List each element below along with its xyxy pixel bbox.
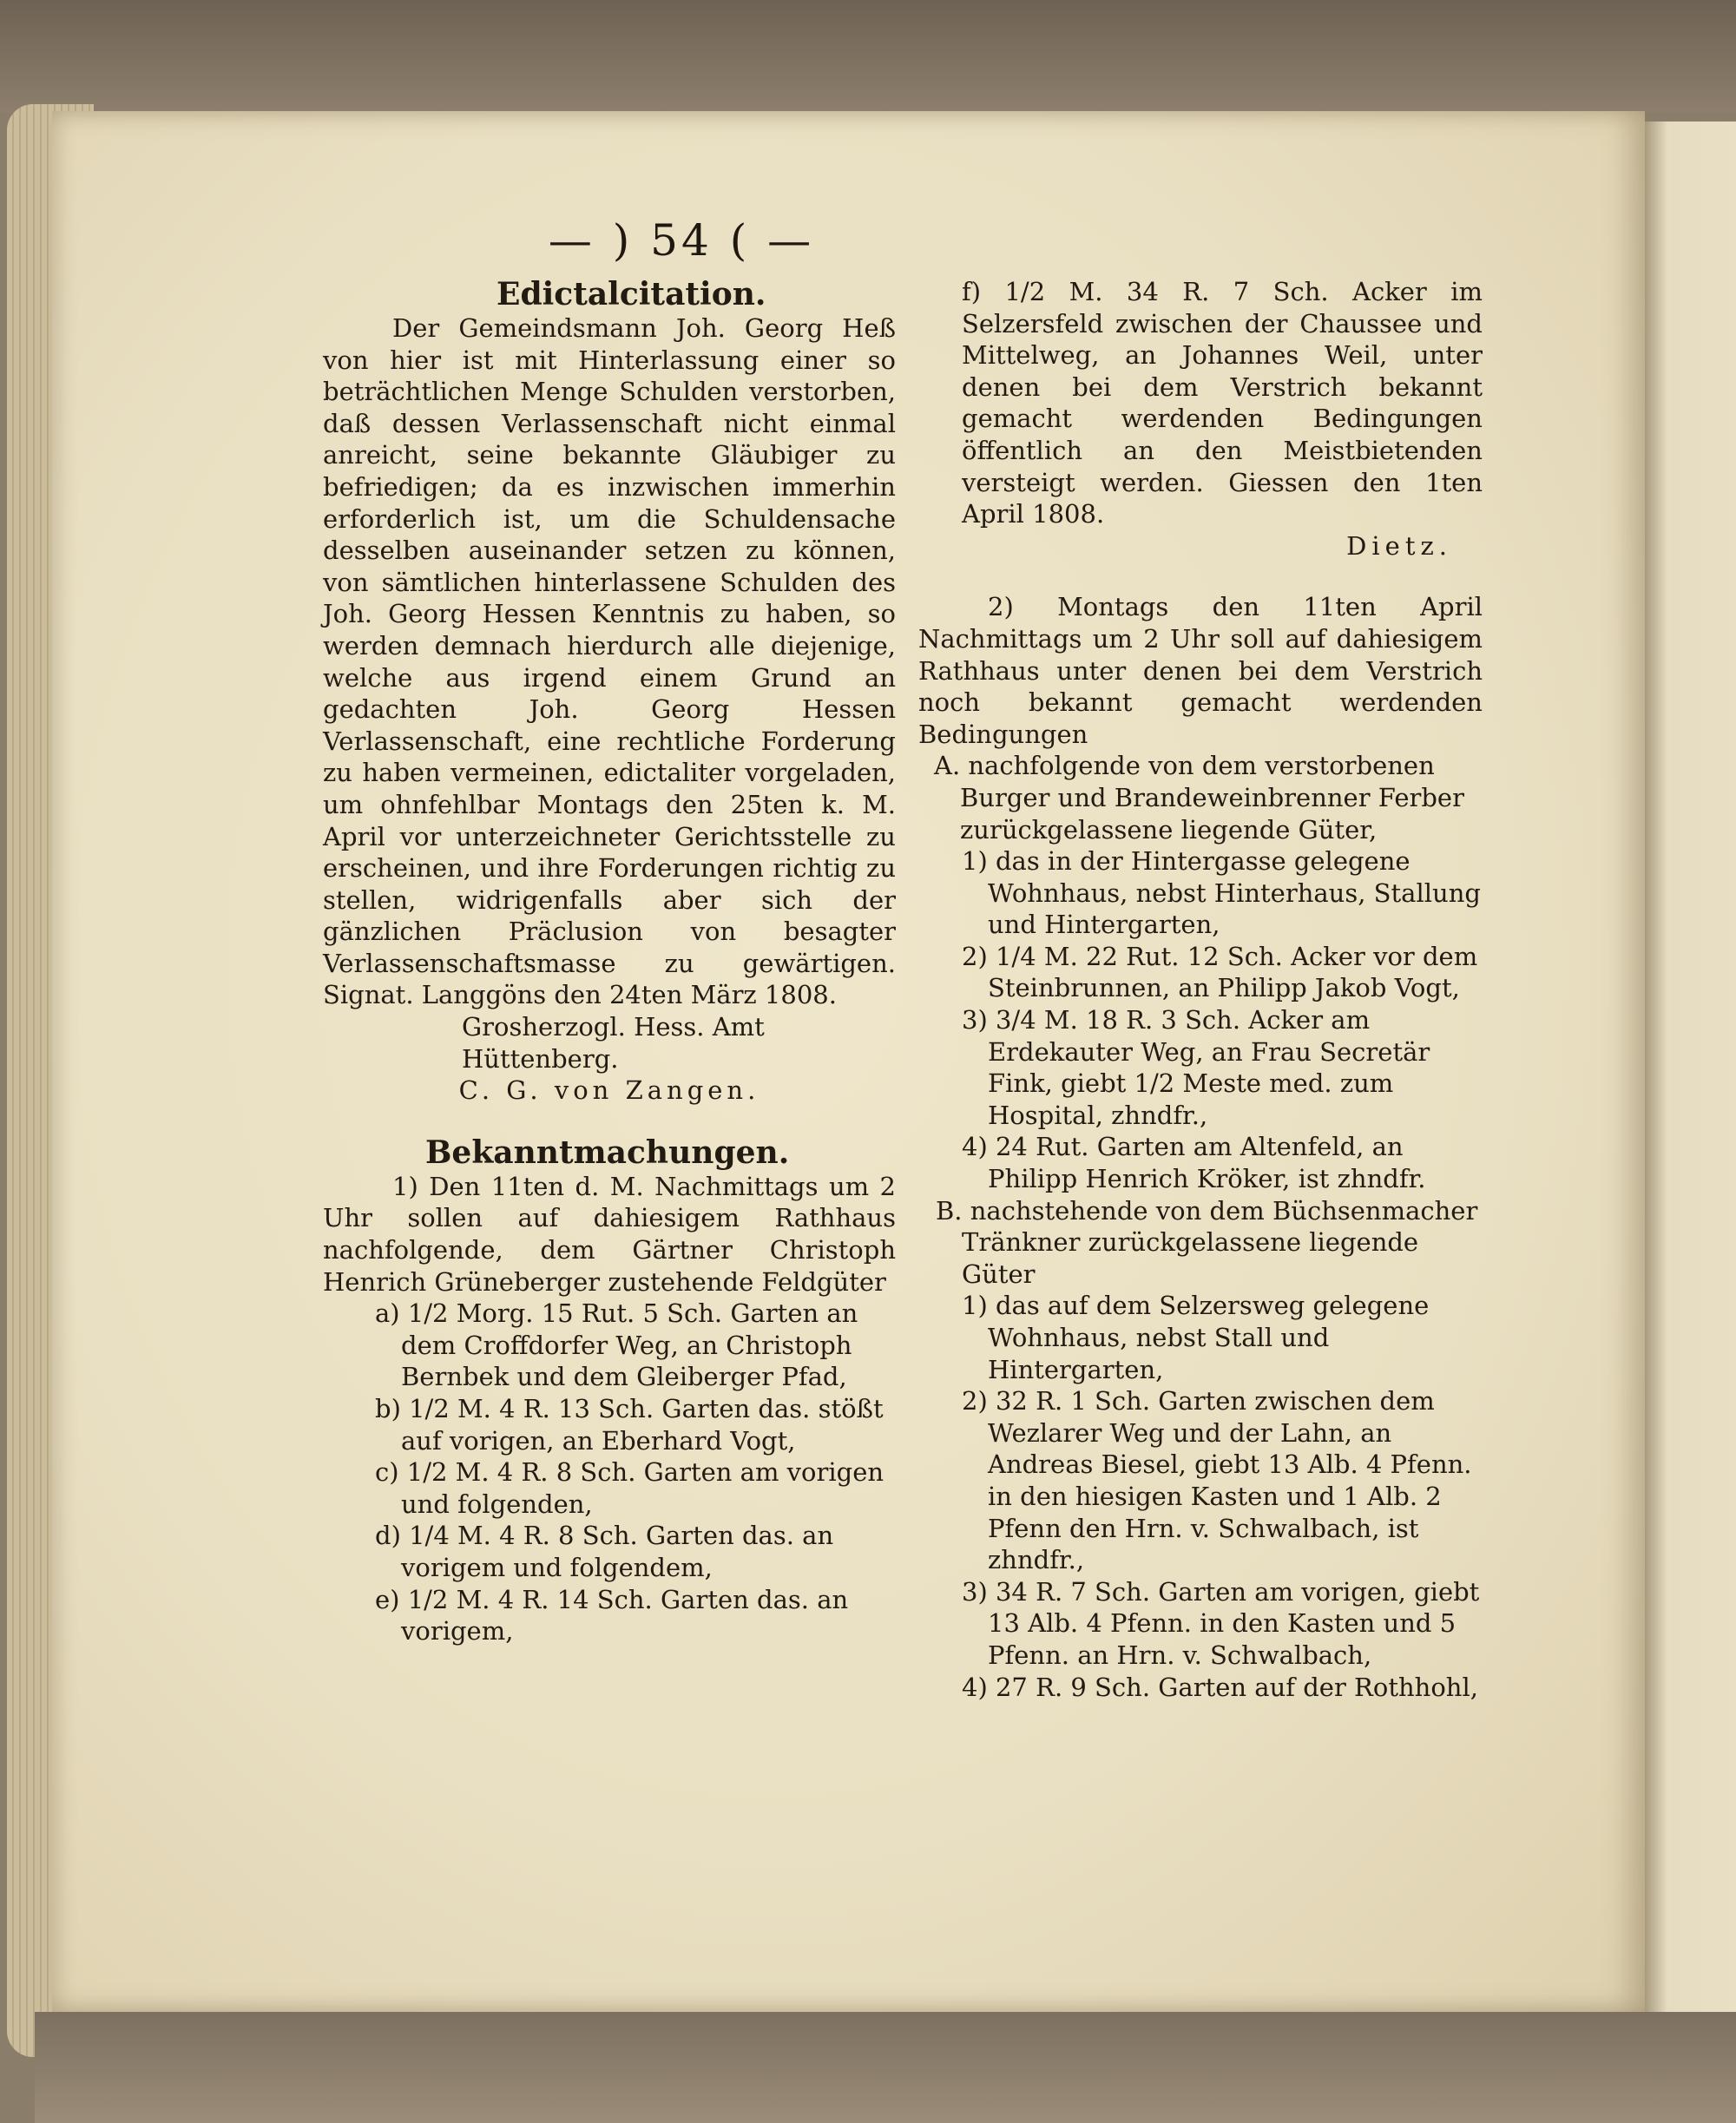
left-column — [323, 276, 896, 1647]
list-item: 1) das in der Hintergasse gelegene Wohnhaus, nebst Hinterhaus, Stallung und Hintergarten, — [962, 846, 1481, 940]
announcement-1-intro: 1) Den 11ten d. M. Nachmittags um 2 Uhr sollen auf dahiesigem Rathhaus nachfolgende, dem Gärtner Christoph Henrich Grüneberger zustehende Feldgüter — [323, 1171, 896, 1297]
list-item: 2) 32 R. 1 Sch. Garten zwischen dem Wezlarer Weg und der Lahn, an Andreas Biesel, giebt 13 Alb. 4 Pfenn. in den hiesigen Kasten und 1 Alb. 2 Pfenn den Hrn. v. Schwalbach, ist zhndfr., — [962, 1386, 1472, 1575]
list-item: e) 1/2 M. 4 R. 14 Sch. Garten das. an vorigem, — [375, 1584, 849, 1646]
list-item: 3) 3/4 M. 18 R. 3 Sch. Acker am Erdekauter Weg, an Frau Secretär Fink, giebt 1/2 Meste med. zum Hospital, zhndfr., — [962, 1005, 1430, 1130]
edict-heading: Edictalcitation. — [496, 276, 766, 312]
page-number: — ) 54 ( — — [548, 215, 815, 266]
edict-signature: C. G. von Zangen. — [458, 1075, 760, 1106]
list-item: a) 1/2 Morg. 15 Rut. 5 Sch. Garten an dem Croffdorfer Weg, an Christoph Bernbek und dem Gleiberger Pfad, — [375, 1298, 858, 1392]
section-a: A. nachfolgende von dem verstorbenen Burger und Brandeweinbrenner Ferber zurückgelassene liegende Güter, — [934, 751, 1464, 845]
dietz-signature: Dietz. — [1346, 530, 1452, 561]
book-cover-top — [0, 0, 1736, 113]
list-item: 3) 34 R. 7 Sch. Garten am vorigen, giebt 13 Alb. 4 Pfenn. in den Kasten und 5 Pfenn. an Hrn. v. Schwalbach, — [962, 1576, 1480, 1670]
book-cover-bottom — [35, 2012, 1736, 2123]
list-item: 4) 24 Rut. Garten am Altenfeld, an Philipp Henrich Kröker, ist zhndfr. — [962, 1132, 1426, 1194]
list-item: 2) 1/4 M. 22 Rut. 12 Sch. Acker vor dem Steinbrunnen, an Philipp Jakob Vogt, — [962, 941, 1478, 1003]
list-item: 1) das auf dem Selzersweg gelegene Wohnhaus, nebst Stall und Hintergarten, — [962, 1291, 1430, 1384]
list-item: c) 1/2 M. 4 R. 8 Sch. Garten am vorigen und folgenden, — [375, 1457, 884, 1519]
continuation-item-f: f) 1/2 M. 34 R. 7 Sch. Acker im Selzersfeld zwischen der Chaussee und Mittelweg, an Johannes Weil, unter denen bei dem Verstrich bekannt gemacht werdenden Bedingungen öffentlich an den Meistbietenden versteigt werden. Giessen den 1ten April 1808. — [962, 277, 1483, 529]
announcements-heading: Bekanntmachungen. — [425, 1134, 790, 1171]
right-column — [918, 276, 1483, 1703]
page-header — [0, 215, 1736, 266]
list-item: 4) 27 R. 9 Sch. Garten auf der Rothhohl, — [962, 1672, 1478, 1702]
edict-office: Grosherzogl. Hess. Amt Hüttenberg. — [462, 1012, 765, 1074]
announcement-2-intro: 2) Montags den 11ten April Nachmittags um 2 Uhr soll auf dahiesigem Rathhaus unter denen bei dem Verstrich noch bekannt gemacht werdenden Bedingungen — [918, 592, 1483, 749]
list-item: d) 1/4 M. 4 R. 8 Sch. Garten das. an vorigem und folgendem, — [375, 1521, 834, 1582]
facing-page-edge — [1645, 122, 1736, 2014]
list-item: b) 1/2 M. 4 R. 13 Sch. Garten das. stößt auf vorigen, an Eberhard Vogt, — [375, 1394, 884, 1456]
edict-body: Der Gemeindsmann Joh. Georg Heß von hier ist mit Hinterlassung einer so beträchtlichen Menge Schulden verstorben, daß dessen Verlassenschaft nicht einmal anreicht, seine bekannte Gläubiger zu befriedigen; da es inzwischen immerhin erforderlich ist, um die Schuldensache desselben auseinander setzen zu können, von sämtlichen hinterlassene Schulden des Joh. Georg Hessen Kenntnis zu haben, so werden demnach hierdurch alle diejenige, welche aus irgend einem Grund an gedachten Joh. Georg Hessen Verlassenschaft, eine rechtliche Forderung zu haben vermeinen, edictaliter vorgeladen, um ohnfehlbar Montags den 25ten k. M. April vor unterzeichneter Gerichtsstelle zu erscheinen, und ihre Forderungen richtig zu stellen, widrigenfalls aber sich der gänzlichen Präclusion von besagter Verlassenschaftsmasse zu gewärtigen. Signat. Langgöns den 24ten März 1808. — [323, 313, 896, 1010]
section-b: B. nachstehende von dem Büchsenmacher Tränkner zurückgelassene liegende Güter — [936, 1195, 1478, 1289]
